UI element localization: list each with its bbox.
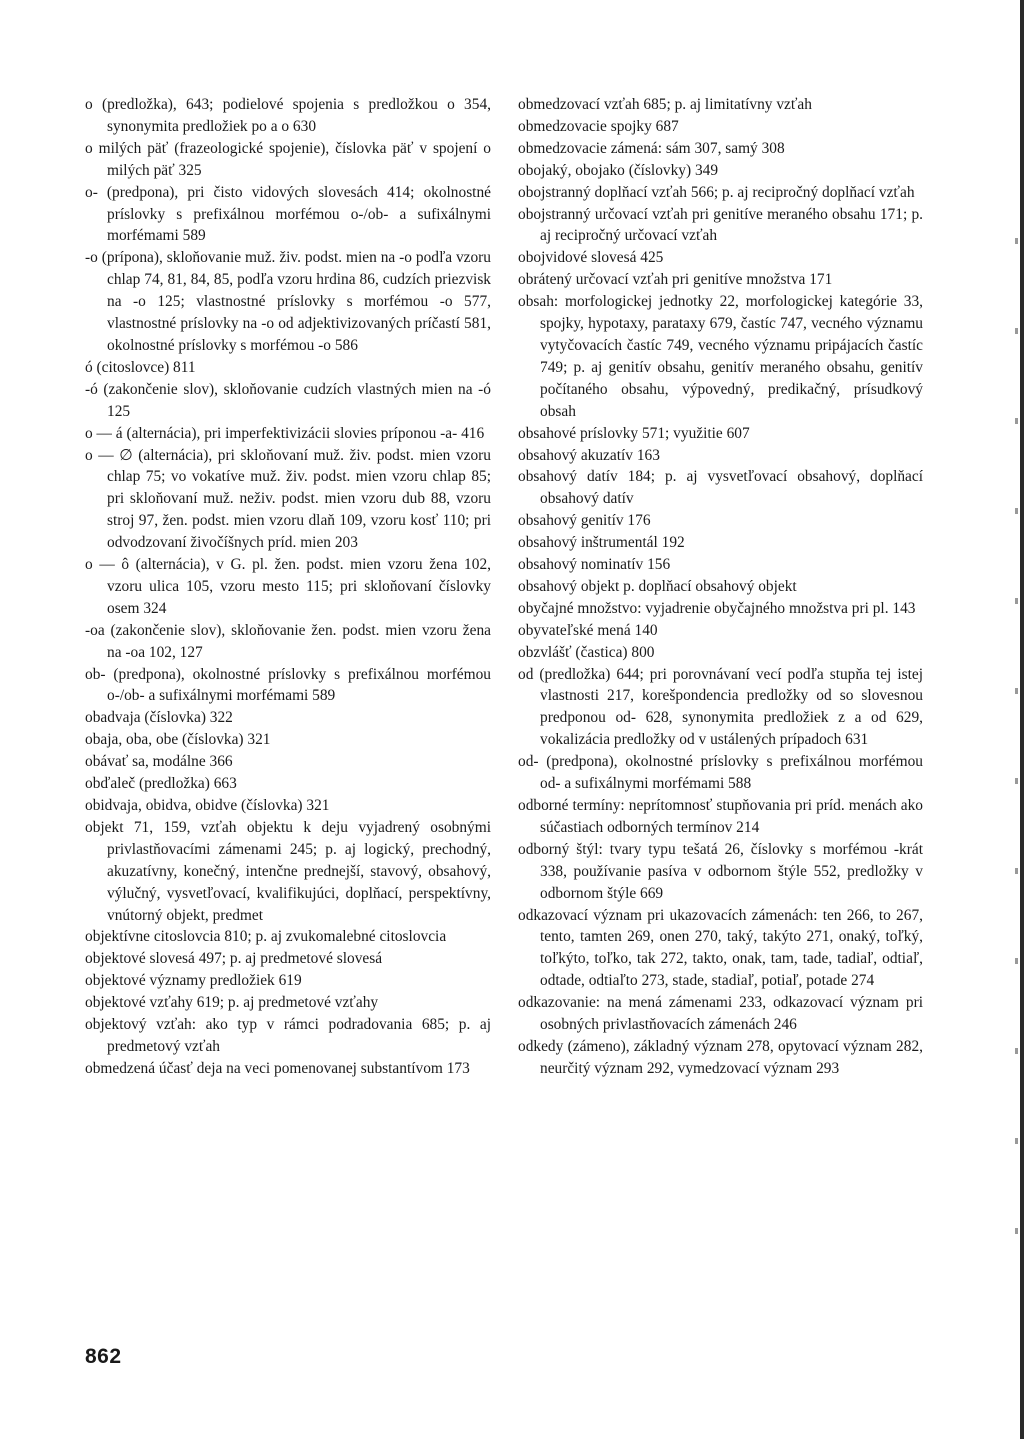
index-entry: obmedzovacie zámená: sám 307, samý 308 bbox=[518, 139, 785, 157]
index-entry: o — ∅ (alternácia), pri skloňovaní muž. živ. podst. mien vzoru chlap 75; vo vokatíve muž. živ. podst. mien vzoru chlap 85; pri skloňovaní muž. neživ. podst. mien vzoru dub 88, vzoru stroj 97, žen. podst. mien vzoru dlaň 109, vzoru kosť 110; pri odvodzovaní živočíšnych príd. mien 203 bbox=[85, 446, 491, 552]
index-entry: o milých päť (frazeologické spojenie), číslovka päť v spojení o milých päť 325 bbox=[85, 139, 491, 179]
index-entry: obaja, oba, obe (číslovka) 321 bbox=[85, 731, 271, 749]
index-entry: obojaký, obojako (číslovky) 349 bbox=[518, 161, 719, 179]
index-entry: obsahový nominatív 156 bbox=[518, 556, 671, 574]
index-entry: objektový vzťah: ako typ v rámci podradovania 685; p. aj predmetový vzťah bbox=[85, 1016, 491, 1055]
index-entry: o- (predpona), pri čisto vidových slovesách 414; okolnostné príslovky s prefixálnou morfémou o-/ob- a sufixálnymi morfémami 589 bbox=[85, 183, 491, 245]
index-entry: obyčajné množstvo: vyjadrenie obyčajného množstva pri pl. 143 bbox=[518, 599, 916, 617]
index-entry: o — ô (alternácia), v G. pl. žen. podst. mien vzoru žena 102, vzoru ulica 105, vzoru mesto 115; pri skloňovaní číslovky osem 324 bbox=[85, 556, 491, 617]
index-entry: od- (predpona), okolnostné príslovky s prefixálnou morfémou od- a sufixálnymi morfémami 588 bbox=[518, 753, 923, 793]
index-entry: od (predložka) 644; pri porovnávaní vecí podľa stupňa tej istej vlastnosti 217, korešpondencia predložky od so slovesnou predponou od- 628, synonymita predložiek z a od 629, vokalizácia predložky od v ustálených prípadoch 631 bbox=[518, 665, 923, 749]
index-entry: obsahové príslovky 571; využitie 607 bbox=[518, 424, 750, 442]
index-entry: odkazovanie: na mená zámenami 233, odkazovací význam pri osobných privlastňovacích zámenách 246 bbox=[518, 994, 923, 1034]
index-entry: obmedzená účasť deja na veci pomenovanej substantívom 173 bbox=[85, 1059, 470, 1077]
index-entry: obávať sa, modálne 366 bbox=[85, 753, 233, 771]
index-entry: -o (prípona), skloňovanie muž. živ. podst. mien na -o podľa vzoru chlap 74, 81, 84, 85, podľa vzoru hrdina 86, cudzích priezvisk na -o 125; vlastnostné príslovky s morfémou -o 577, vlastnostné príslovky na -o od adjektivizovaných príčastí 581, okolnostné príslovky s morfémou -o 586 bbox=[85, 249, 491, 354]
index-entry: obsahový genitív 176 bbox=[518, 512, 651, 530]
index-entry: objektové vzťahy 619; p. aj predmetové vzťahy bbox=[85, 994, 379, 1012]
index-entry: obsahový objekt p. doplňací obsahový objekt bbox=[518, 577, 797, 595]
index-entry: o — á (alternácia), pri imperfektivizácii slovies príponou -a- 416 bbox=[85, 424, 485, 442]
index-entry: obyvateľské mená 140 bbox=[518, 621, 658, 639]
index-entry: -oa (zakončenie slov), skloňovanie žen. podst. mien vzoru žena na -oa 102, 127 bbox=[85, 621, 491, 661]
index-entry: ob- (predpona), okolnostné príslovky s prefixálnou morfémou o-/ob- a sufixálnymi morfémami 589 bbox=[85, 665, 491, 705]
index-entry: objektové významy predložiek 619 bbox=[85, 972, 302, 990]
index-entry: odkazovací význam pri ukazovacích zámenách: ten 266, to 267, tento, tamten 269, onen 270, taký, takýto 271, onaký, toľký, toľkýto, toľko, tak 272, takto, onak, tam, tade, tadiaľ, odtiaľ, odtade, odtiaľto 273, stade, stadiaľ, potiaľ, potade 274 bbox=[518, 906, 923, 990]
index-entry: obzvlášť (častica) 800 bbox=[518, 643, 655, 661]
index-entry: obidvaja, obidva, obidve (číslovka) 321 bbox=[85, 797, 330, 814]
left-column bbox=[85, 94, 491, 1080]
index-entry: obmedzovací vzťah 685; p. aj limitatívny vzťah bbox=[518, 96, 812, 113]
index-entry: o (predložka), 643; podielové spojenia s predložkou o 354, synonymita predložiek po a o 630 bbox=[85, 96, 491, 135]
index-entry: obmedzovacie spojky 687 bbox=[518, 117, 679, 135]
right-column bbox=[518, 94, 923, 1080]
index-entry: -ó (zakončenie slov), skloňovanie cudzích vlastných mien na -ó 125 bbox=[85, 380, 491, 420]
index-entry: obsahový akuzatív 163 bbox=[518, 446, 660, 464]
index-entry: odborné termíny: neprítomnosť stupňovania pri príd. menách ako súčastiach odborných termínov 214 bbox=[518, 797, 923, 836]
index-entry: odkedy (zámeno), základný význam 278, opytovací význam 282, neurčitý význam 292, vymedzovací význam 293 bbox=[518, 1037, 923, 1077]
page-number: 862 bbox=[85, 1345, 122, 1368]
index-entry: obsahový datív 184; p. aj vysvetľovací obsahový, doplňací obsahový datív bbox=[518, 468, 923, 508]
index-entry: obojvidové slovesá 425 bbox=[518, 249, 664, 267]
index-entry: obsahový inštrumentál 192 bbox=[518, 534, 685, 552]
index-entry: objektívne citoslovcia 810; p. aj zvukomalebné citoslovcia bbox=[85, 928, 447, 946]
index-entry: obrátený určovací vzťah pri genitíve množstva 171 bbox=[518, 271, 833, 289]
index-entry: obojstranný doplňací vzťah 566; p. aj recipročný doplňací vzťah bbox=[518, 183, 915, 201]
index-entry: obsah: morfologickej jednotky 22, morfologickej kategórie 33, spojky, hypotaxy, parataxy 679, častíc 747, vecného významu vytyčovacích častíc 749, vecného významu pripájacích častíc 749; p. aj genitív obsahu, genitív meraného obsahu, genitív počítaného obsahu, výpovedný, predikačný, prísudkový obsah bbox=[518, 293, 923, 420]
index-entry: obadvaja (číslovka) 322 bbox=[85, 709, 233, 727]
index-entry: objekt 71, 159, vzťah objektu k deju vyjadrený osobnými privlastňovacími zámenami 245; p. aj logický, prechodný, akuzatívny, konečný, intenčne prednejší, stavový, obsahový, výlučný, vysvetľovací, kvalifikujúci, doplňací, perspektívny, vnútorný objekt, predmet bbox=[85, 818, 491, 924]
index-entry: objektové slovesá 497; p. aj predmetové slovesá bbox=[85, 950, 383, 968]
page-edge-marks bbox=[1015, 200, 1018, 1300]
index-entry: obojstranný určovací vzťah pri genitíve meraného obsahu 171; p. aj recipročný určovací vzťah bbox=[518, 205, 923, 245]
index-entry: obďaleč (predložka) 663 bbox=[85, 775, 237, 793]
page-edge-shadow bbox=[1020, 0, 1024, 1439]
index-entry: odborný štýl: tvary typu tešatá 26, číslovky s morfémou -krát 338, používanie pasíva v odbornom štýle 552, predložky v odbornom štýle 669 bbox=[518, 840, 923, 902]
index-entry: ó (citoslovce) 811 bbox=[85, 358, 196, 376]
